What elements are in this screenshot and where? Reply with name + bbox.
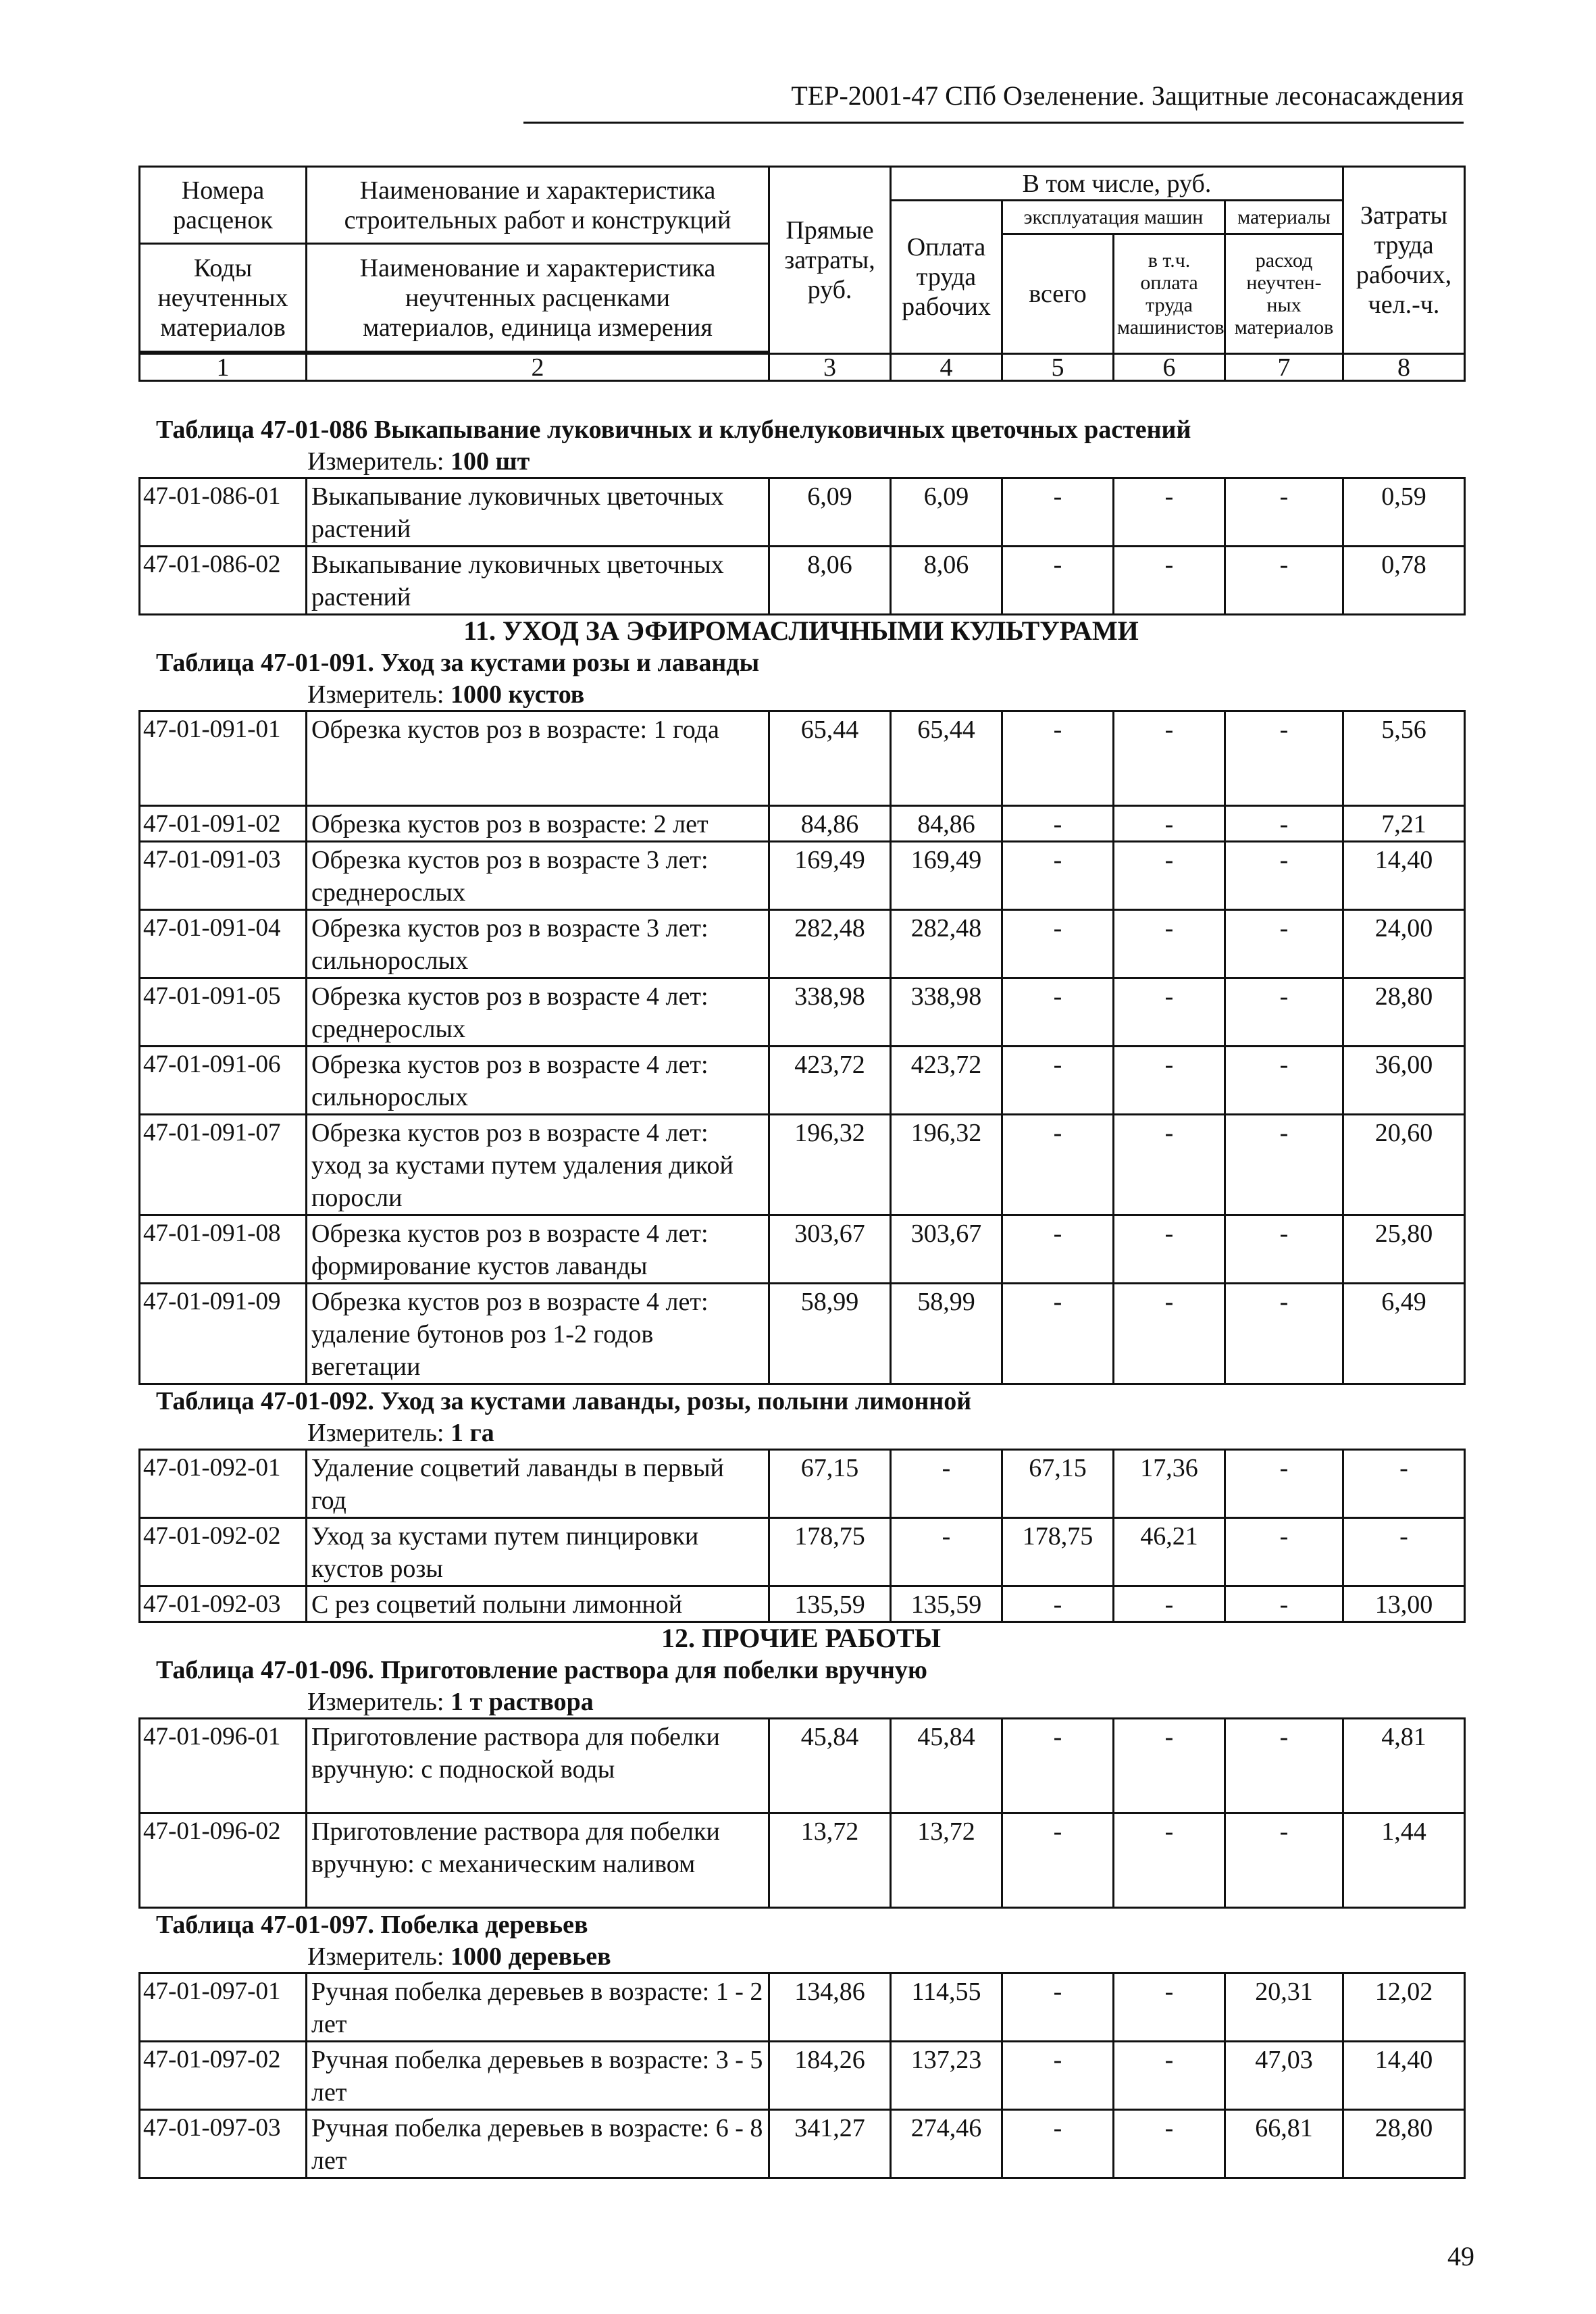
rate-value-c3: 13,72 <box>769 1813 891 1908</box>
rate-code: 47-01-092-03 <box>140 1586 307 1622</box>
col8-line: труда <box>1374 231 1434 259</box>
rate-value-c8: - <box>1343 1518 1465 1586</box>
col6-line: оплата <box>1140 272 1198 294</box>
rate-value-c6: - <box>1114 1115 1225 1215</box>
header-rule <box>523 122 1464 124</box>
col7-line: материалов <box>1234 316 1334 338</box>
rate-value-c4: 58,99 <box>891 1284 1002 1384</box>
col1b-line: материалов <box>160 313 286 342</box>
rate-value-c4: 114,55 <box>891 1973 1002 2042</box>
col1-line: расценок <box>173 205 273 234</box>
rate-value-c7: - <box>1225 1450 1343 1518</box>
rate-value-c4: 135,59 <box>891 1586 1002 1622</box>
measure-line <box>138 446 1464 477</box>
rate-code: 47-01-096-02 <box>140 1813 307 1908</box>
measure-line <box>138 1941 1464 1972</box>
rate-value-c4: 6,09 <box>891 478 1002 547</box>
col6-line: труда <box>1145 294 1193 316</box>
rate-value-c6: - <box>1114 2110 1225 2178</box>
col-header-labor <box>1343 167 1465 354</box>
rate-value-c3: 134,86 <box>769 1973 891 2042</box>
col8-line: чел.-ч. <box>1368 291 1440 319</box>
col-number: 7 <box>1225 354 1343 381</box>
table-caption: Таблица 47-01-092. Уход за кустами лаванды, розы, полыни лимонной <box>156 1387 972 1415</box>
rates-table <box>138 1717 1466 1909</box>
rate-value-c3: 196,32 <box>769 1115 891 1215</box>
col8-line: рабочих, <box>1356 261 1452 289</box>
col-header-direct <box>769 167 891 354</box>
col-header-material-codes <box>140 244 307 352</box>
rate-value-c4: 45,84 <box>891 1719 1002 1813</box>
rate-name: Уход за кустами путем пинцировки кустов розы <box>307 1518 769 1586</box>
rate-value-c8: - <box>1343 1450 1465 1518</box>
rate-value-c8: 5,56 <box>1343 711 1465 806</box>
rate-value-c7: 66,81 <box>1225 2110 1343 2178</box>
col-header-operators-wages <box>1114 234 1225 354</box>
col2-line: Наименование и характеристика <box>359 176 716 205</box>
rate-value-c5: - <box>1002 2110 1114 2178</box>
rate-value-c5: - <box>1002 1115 1114 1215</box>
rate-code: 47-01-091-04 <box>140 910 307 978</box>
measure-value: 1000 деревьев <box>451 1942 611 1971</box>
rate-value-c3: 8,06 <box>769 547 891 615</box>
rate-value-c3: 58,99 <box>769 1284 891 1384</box>
measure-value: 1 т раствора <box>451 1688 594 1716</box>
rate-value-c4: 137,23 <box>891 2042 1002 2110</box>
rate-value-c3: 67,15 <box>769 1450 891 1518</box>
col2b-line: материалов, единица измерения <box>363 313 713 342</box>
rate-value-c3: 6,09 <box>769 478 891 547</box>
col2b-line: неучтенных расценками <box>405 283 670 312</box>
rate-value-c7: - <box>1225 1586 1343 1622</box>
rate-value-c6: - <box>1114 478 1225 547</box>
rate-value-c3: 65,44 <box>769 711 891 806</box>
rate-name: Обрезка кустов роз в возрасте 4 лет: сильнорослых <box>307 1047 769 1115</box>
rate-code: 47-01-091-07 <box>140 1115 307 1215</box>
table-caption: Таблица 47-01-091. Уход за кустами розы и лаванды <box>156 649 760 677</box>
table-row <box>140 1586 1465 1622</box>
col-header-materials: материалы <box>1225 201 1343 234</box>
rate-value-c3: 169,49 <box>769 842 891 910</box>
measure-label: Измеритель: <box>307 447 444 476</box>
rate-value-c4: 8,06 <box>891 547 1002 615</box>
rate-value-c5: - <box>1002 910 1114 978</box>
rate-name: Удаление соцветий лаванды в первый год <box>307 1450 769 1518</box>
col-number: 4 <box>891 354 1002 381</box>
rate-value-c7: 20,31 <box>1225 1973 1343 2042</box>
rate-name: Обрезка кустов роз в возрасте 4 лет: удаление бутонов роз 1-2 годов вегетации <box>307 1284 769 1384</box>
col-header-material-name <box>307 244 769 352</box>
table-row <box>140 478 1465 547</box>
rate-name: Приготовление раствора для побелки вручную: с механическим наливом <box>307 1813 769 1908</box>
rate-value-c3: 178,75 <box>769 1518 891 1586</box>
rate-value-c6: - <box>1114 978 1225 1047</box>
col-header-unaccounted-materials <box>1225 234 1343 354</box>
measure-value: 1 га <box>451 1419 494 1447</box>
column-header-table <box>138 166 1466 382</box>
rate-code: 47-01-086-02 <box>140 547 307 615</box>
measure-label: Измеритель: <box>307 1688 444 1716</box>
rate-value-c4: 338,98 <box>891 978 1002 1047</box>
table-row <box>140 1215 1465 1284</box>
rate-value-c5: - <box>1002 1813 1114 1908</box>
table-row <box>140 1813 1465 1908</box>
rate-value-c5: - <box>1002 806 1114 842</box>
rate-value-c4: - <box>891 1450 1002 1518</box>
rate-code: 47-01-091-03 <box>140 842 307 910</box>
rate-value-c8: 20,60 <box>1343 1115 1465 1215</box>
table-row <box>140 547 1465 615</box>
rate-value-c5: 178,75 <box>1002 1518 1114 1586</box>
col-header-wages <box>891 201 1002 354</box>
col-header-name <box>307 167 769 244</box>
section-heading: 11. УХОД ЗА ЭФИРОМАСЛИЧНЫМИ КУЛЬТУРАМИ <box>463 615 1139 646</box>
rate-value-c3: 338,98 <box>769 978 891 1047</box>
rate-name: Обрезка кустов роз в возрасте 3 лет: сильнорослых <box>307 910 769 978</box>
rates-table <box>138 1449 1466 1623</box>
rate-value-c6: - <box>1114 1215 1225 1284</box>
table-caption: Таблица 47-01-096. Приготовление раствора для побелки вручную <box>156 1656 927 1684</box>
col-number: 8 <box>1343 354 1465 381</box>
measure-line <box>138 1686 1464 1717</box>
rate-value-c5: - <box>1002 478 1114 547</box>
col3-line: руб. <box>807 276 852 304</box>
tables-flow <box>138 405 1464 2179</box>
col-number: 2 <box>307 354 769 381</box>
rate-value-c4: 65,44 <box>891 711 1002 806</box>
col-number: 1 <box>140 354 307 381</box>
rate-code: 47-01-091-09 <box>140 1284 307 1384</box>
measure-label: Измеритель: <box>307 680 444 709</box>
rate-value-c5: - <box>1002 2042 1114 2110</box>
rate-value-c4: 84,86 <box>891 806 1002 842</box>
rates-table <box>138 710 1466 1385</box>
rate-code: 47-01-092-02 <box>140 1518 307 1586</box>
rates-table <box>138 477 1466 615</box>
col-header-codes <box>140 167 307 244</box>
running-header: ТЕР-2001-47 СПб Озеленение. Защитные лесонасаждения <box>791 80 1464 111</box>
col4-line: Оплата <box>906 233 986 261</box>
col2b-line: Наименование и характеристика <box>359 253 716 282</box>
rate-value-c3: 84,86 <box>769 806 891 842</box>
rate-name: Ручная побелка деревьев в возрасте: 1 - 2 лет <box>307 1973 769 2042</box>
rate-name: Выкапывание луковичных цветочных растений <box>307 478 769 547</box>
rate-value-c3: 184,26 <box>769 2042 891 2110</box>
rate-code: 47-01-097-03 <box>140 2110 307 2178</box>
table-row <box>140 1973 1465 2042</box>
rate-value-c6: - <box>1114 1586 1225 1622</box>
rate-value-c5: - <box>1002 978 1114 1047</box>
rate-value-c5: - <box>1002 1284 1114 1384</box>
rate-value-c7: - <box>1225 1215 1343 1284</box>
rate-code: 47-01-092-01 <box>140 1450 307 1518</box>
rate-value-c8: 0,59 <box>1343 478 1465 547</box>
measure-label: Измеритель: <box>307 1419 444 1447</box>
rate-value-c6: - <box>1114 910 1225 978</box>
rate-code: 47-01-091-02 <box>140 806 307 842</box>
rate-value-c4: 423,72 <box>891 1047 1002 1115</box>
rate-value-c4: - <box>891 1518 1002 1586</box>
rate-value-c7: - <box>1225 1047 1343 1115</box>
rate-code: 47-01-096-01 <box>140 1719 307 1813</box>
table-caption: Таблица 47-01-086 Выкапывание луковичных и клубнелуковичных цветочных растений <box>156 416 1191 444</box>
rate-value-c6: - <box>1114 842 1225 910</box>
measure-value: 100 шт <box>451 447 530 476</box>
rate-value-c5: - <box>1002 711 1114 806</box>
col-header-including: В том числе, руб. <box>891 167 1343 201</box>
table-row <box>140 842 1465 910</box>
rate-value-c3: 45,84 <box>769 1719 891 1813</box>
measure-line <box>138 1417 1464 1449</box>
col6-line: в т.ч. <box>1148 249 1191 272</box>
rate-value-c6: 46,21 <box>1114 1518 1225 1586</box>
rate-code: 47-01-091-08 <box>140 1215 307 1284</box>
rate-value-c3: 423,72 <box>769 1047 891 1115</box>
col1b-line: Коды <box>193 253 253 282</box>
rate-value-c7: - <box>1225 1813 1343 1908</box>
rate-value-c6: - <box>1114 1813 1225 1908</box>
section-heading: 12. ПРОЧИЕ РАБОТЫ <box>661 1623 942 1653</box>
rate-value-c7: 47,03 <box>1225 2042 1343 2110</box>
page-number: 49 <box>1447 2241 1474 2271</box>
measure-label: Измеритель: <box>307 1942 444 1971</box>
rate-value-c4: 274,46 <box>891 2110 1002 2178</box>
col3-line: Прямые <box>786 216 874 245</box>
col1-line: Номера <box>181 176 265 205</box>
table-row <box>140 978 1465 1047</box>
rate-value-c6: - <box>1114 1973 1225 2042</box>
table-row <box>140 2110 1465 2178</box>
col-number: 3 <box>769 354 891 381</box>
rate-value-c5: - <box>1002 547 1114 615</box>
rate-value-c6: - <box>1114 806 1225 842</box>
rate-value-c7: - <box>1225 806 1343 842</box>
rate-value-c8: 36,00 <box>1343 1047 1465 1115</box>
table-row <box>140 1719 1465 1813</box>
col-number: 6 <box>1114 354 1225 381</box>
table-row <box>140 1047 1465 1115</box>
measure-line <box>138 679 1464 710</box>
col1b-line: неучтенных <box>157 283 288 312</box>
col7-line: неучтен- <box>1246 272 1322 294</box>
rate-value-c8: 13,00 <box>1343 1586 1465 1622</box>
table-row <box>140 1115 1465 1215</box>
rate-code: 47-01-091-01 <box>140 711 307 806</box>
col6-line: машинистов <box>1117 316 1225 338</box>
rate-name: Обрезка кустов роз в возрасте 4 лет: среднерослых <box>307 978 769 1047</box>
col8-line: Затраты <box>1360 201 1447 230</box>
col3-line: затраты, <box>784 246 875 274</box>
rate-value-c8: 24,00 <box>1343 910 1465 978</box>
col-number: 5 <box>1002 354 1114 381</box>
rate-value-c7: - <box>1225 711 1343 806</box>
rate-value-c8: 14,40 <box>1343 2042 1465 2110</box>
rate-code: 47-01-091-06 <box>140 1047 307 1115</box>
rate-value-c7: - <box>1225 1719 1343 1813</box>
table-row <box>140 1450 1465 1518</box>
rate-code: 47-01-097-02 <box>140 2042 307 2110</box>
rate-value-c3: 135,59 <box>769 1586 891 1622</box>
rate-value-c7: - <box>1225 1284 1343 1384</box>
rate-value-c5: - <box>1002 1215 1114 1284</box>
rate-value-c8: 14,40 <box>1343 842 1465 910</box>
table-row <box>140 2042 1465 2110</box>
rate-value-c6: - <box>1114 711 1225 806</box>
rate-code: 47-01-091-05 <box>140 978 307 1047</box>
rate-value-c4: 13,72 <box>891 1813 1002 1908</box>
rate-value-c7: - <box>1225 547 1343 615</box>
rate-value-c7: - <box>1225 478 1343 547</box>
rate-value-c7: - <box>1225 1115 1343 1215</box>
rate-name: С рез соцветий полыни лимонной <box>307 1586 769 1622</box>
rate-value-c3: 341,27 <box>769 2110 891 2178</box>
rate-value-c8: 7,21 <box>1343 806 1465 842</box>
col-header-machines: эксплуатация машин <box>1002 201 1225 234</box>
table-row <box>140 711 1465 806</box>
rate-value-c5: - <box>1002 1719 1114 1813</box>
rate-value-c4: 282,48 <box>891 910 1002 978</box>
rate-value-c3: 282,48 <box>769 910 891 978</box>
rate-value-c5: 67,15 <box>1002 1450 1114 1518</box>
col4-line: рабочих <box>902 293 991 321</box>
rate-name: Обрезка кустов роз в возрасте 3 лет: среднерослых <box>307 842 769 910</box>
rate-name: Выкапывание луковичных цветочных растений <box>307 547 769 615</box>
rate-value-c8: 28,80 <box>1343 2110 1465 2178</box>
rate-value-c8: 4,81 <box>1343 1719 1465 1813</box>
rate-value-c6: - <box>1114 1284 1225 1384</box>
measure-value: 1000 кустов <box>451 680 585 709</box>
col7-line: ных <box>1266 294 1302 316</box>
rate-value-c6: - <box>1114 1719 1225 1813</box>
rate-name: Приготовление раствора для побелки вручную: с подноской воды <box>307 1719 769 1813</box>
rate-value-c7: - <box>1225 1518 1343 1586</box>
rate-name: Обрезка кустов роз в возрасте 4 лет: формирование кустов лаванды <box>307 1215 769 1284</box>
rate-name: Обрезка кустов роз в возрасте 4 лет: уход за кустами путем удаления дикой поросли <box>307 1115 769 1215</box>
rate-value-c5: - <box>1002 1973 1114 2042</box>
table-row <box>140 1518 1465 1586</box>
rates-table <box>138 1972 1466 2179</box>
rate-value-c6: - <box>1114 547 1225 615</box>
rate-value-c6: - <box>1114 1047 1225 1115</box>
rate-value-c7: - <box>1225 842 1343 910</box>
rate-value-c8: 1,44 <box>1343 1813 1465 1908</box>
rate-value-c8: 6,49 <box>1343 1284 1465 1384</box>
rate-value-c7: - <box>1225 910 1343 978</box>
table-row <box>140 1284 1465 1384</box>
rate-value-c5: - <box>1002 1047 1114 1115</box>
table-caption: Таблица 47-01-097. Побелка деревьев <box>156 1911 588 1939</box>
table-row <box>140 806 1465 842</box>
rate-name: Обрезка кустов роз в возрасте: 2 лет <box>307 806 769 842</box>
rate-value-c8: 25,80 <box>1343 1215 1465 1284</box>
rate-value-c4: 196,32 <box>891 1115 1002 1215</box>
rate-code: 47-01-086-01 <box>140 478 307 547</box>
rate-value-c6: - <box>1114 2042 1225 2110</box>
rate-value-c7: - <box>1225 978 1343 1047</box>
rate-value-c8: 28,80 <box>1343 978 1465 1047</box>
col-header-total: всего <box>1002 234 1114 354</box>
table-row <box>140 910 1465 978</box>
rate-name: Ручная побелка деревьев в возрасте: 3 - 5 лет <box>307 2042 769 2110</box>
rate-code: 47-01-097-01 <box>140 1973 307 2042</box>
rate-value-c8: 0,78 <box>1343 547 1465 615</box>
rate-value-c5: - <box>1002 842 1114 910</box>
rate-value-c5: - <box>1002 1586 1114 1622</box>
rate-name: Ручная побелка деревьев в возрасте: 6 - 8 лет <box>307 2110 769 2178</box>
col4-line: труда <box>916 263 977 291</box>
col7-line: расход <box>1255 249 1313 272</box>
rate-value-c4: 169,49 <box>891 842 1002 910</box>
col2-line: строительных работ и конструкций <box>344 205 731 234</box>
rate-value-c4: 303,67 <box>891 1215 1002 1284</box>
rate-name: Обрезка кустов роз в возрасте: 1 года <box>307 711 769 806</box>
rate-value-c8: 12,02 <box>1343 1973 1465 2042</box>
rate-value-c3: 303,67 <box>769 1215 891 1284</box>
rate-value-c6: 17,36 <box>1114 1450 1225 1518</box>
